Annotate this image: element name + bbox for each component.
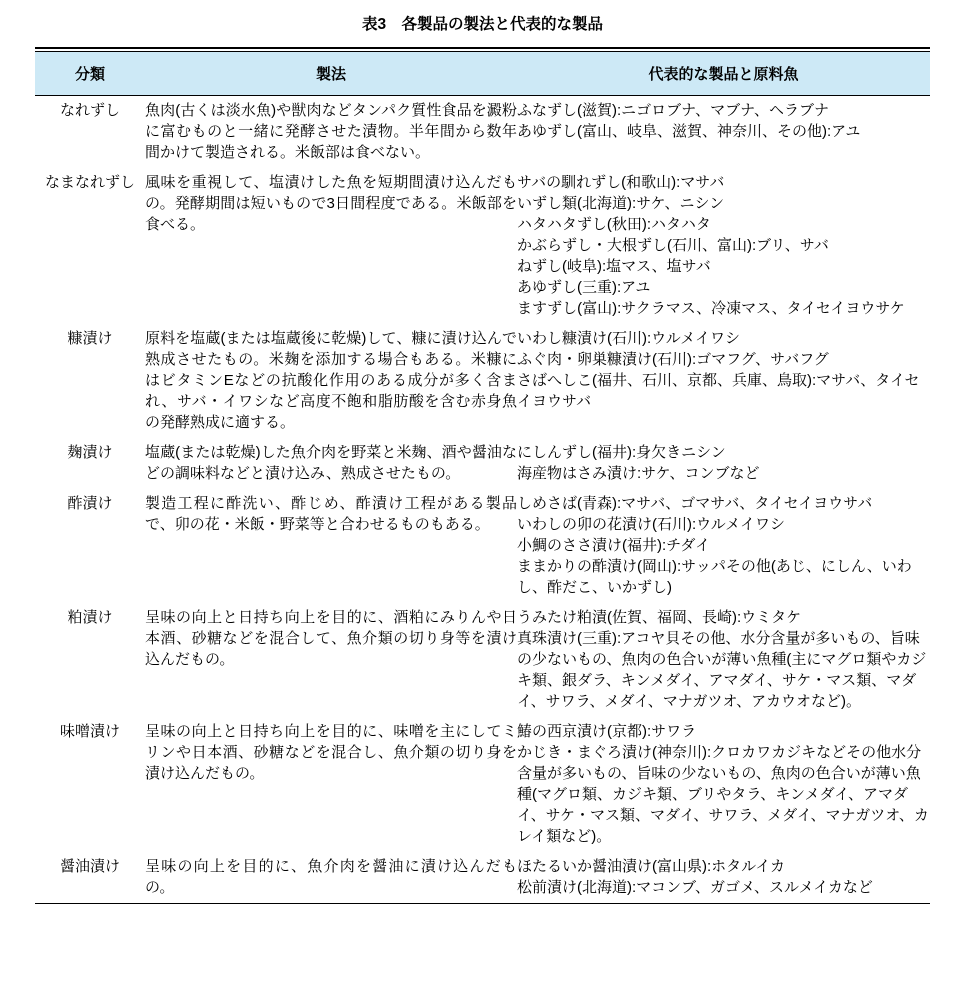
cell-products — [517, 168, 930, 324]
column-header-category: 分類 — [35, 52, 145, 96]
cell-method: 呈味の向上を目的に、魚介肉を醤油に漬け込んだもの。 — [145, 858, 517, 896]
product-line: しめさば(青森):マサバ、ゴマサバ、タイセイヨウサバ — [517, 495, 873, 512]
table-row — [35, 603, 930, 717]
product-line: ふなずし(滋賀):ニゴロブナ、マブナ、ヘラブナ — [517, 102, 830, 119]
product-line: あゆずし(富山、岐阜、滋賀、神奈川、その他):アユ — [517, 123, 861, 140]
product-line: 真珠漬け(三重):アコヤ貝その他、水分含量が多いもの、旨味の少ないもの、魚肉の色合いが薄い魚種(主にマグロ類やカジキ類、銀ダラ、キンメダイ、アマダイ、サケ・マス類、マダイ、サワラ、メダイ、マナガツオ、アカウオなど)。 — [517, 630, 927, 710]
table-title: 表3 各製品の製法と代表的な製品 — [361, 16, 604, 33]
cell-category: 醤油漬け — [59, 858, 120, 875]
product-line: さばへしこ(福井、石川、京都、兵庫、鳥取):マサバ、タイセイヨウサバ — [517, 372, 920, 410]
product-line: いわし糠漬け(石川):ウルメイワシ — [517, 330, 740, 347]
cell-method: 風味を重視して、塩漬けした魚を短期間漬け込んだもの。発酵期間は短いもので3日間程度である。米飯部を食べる。 — [145, 174, 517, 233]
product-line: ふぐ肉・卵巣糠漬け(石川):ゴマフグ、サバフグ — [517, 351, 829, 368]
cell-category: なまなれずし — [44, 174, 135, 191]
cell-method: 製造工程に酢洗い、酢じめ、酢漬け工程がある製品で、卯の花・米飯・野菜等と合わせるものもある。 — [145, 495, 517, 533]
cell-category: 糠漬け — [67, 330, 113, 347]
product-line: あゆずし(三重):アユ — [517, 279, 651, 296]
header-row — [35, 52, 930, 96]
product-line: 小鯛のささ漬け(福井):チダイ — [517, 537, 711, 554]
table-row — [35, 852, 930, 904]
cell-products — [517, 324, 930, 438]
product-line: ほたるいか醤油漬け(富山県):ホタルイカ — [517, 858, 785, 875]
product-line: かぶらずし・大根ずし(石川、富山):ブリ、サバ — [517, 237, 829, 254]
cell-category: なれずし — [59, 102, 120, 119]
cell-method: 原料を塩蔵(または塩蔵後に乾燥)して、糠に漬け込んで熟成させたもの。米麹を添加する場合もある。米糠にはビタミンEなどの抗酸化作用のある成分が多く含まれ、サバ・イワシなど高度不飽和脂肪酸を含む赤身魚の発酵熟成に適する。 — [145, 330, 517, 431]
cell-category: 粕漬け — [67, 609, 113, 626]
table-row — [35, 324, 930, 438]
product-line: 松前漬け(北海道):マコンブ、ガゴメ、スルメイカなど — [517, 879, 873, 896]
cell-products — [517, 489, 930, 603]
cell-products — [517, 717, 930, 852]
product-line: にしんずし(福井):身欠きニシン — [517, 444, 726, 461]
cell-products — [517, 438, 930, 489]
table-body — [35, 96, 930, 904]
table-row — [35, 717, 930, 852]
table-row — [35, 438, 930, 489]
product-line: ままかりの酢漬け(岡山):サッパその他(あじ、にしん、いわし、酢だこ、いかずし) — [517, 558, 912, 596]
product-line: 海産物はさみ漬け:サケ、コンブなど — [517, 465, 760, 482]
product-line: いわしの卯の花漬け(石川):ウルメイワシ — [517, 516, 785, 533]
cell-category: 麹漬け — [67, 444, 113, 461]
table-row — [35, 489, 930, 603]
products-table — [35, 52, 930, 904]
table-row — [35, 96, 930, 169]
cell-method: 魚肉(古くは淡水魚)や獣肉などタンパク質性食品を澱粉に富むものと一緒に発酵させた漬物。半年間から数年間かけて製造される。米飯部は食べない。 — [145, 102, 517, 161]
product-line: かじき・まぐろ漬け(神奈川):クロカワカジキなどその他水分含量が多いもの、旨味の少ないもの、魚肉の色合いが薄い魚種(マグロ類、カジキ類、ブリやタラ、キンメダイ、アマダイ、サケ・マス類、マダイ、サワラ、メダイ、マナガツオ、カレイ類など)。 — [517, 744, 929, 845]
product-line: いずし類(北海道):サケ、ニシン — [517, 195, 725, 212]
product-line: 鰆の西京漬け(京都):サワラ — [517, 723, 697, 740]
column-header-products: 代表的な製品と原料魚 — [517, 52, 930, 96]
cell-method: 呈味の向上と日持ち向上を目的に、味噌を主にしてミリンや日本酒、砂糖などを混合し、魚介類の切り身を漬け込んだもの。 — [145, 723, 517, 782]
product-line: ねずし(岐阜):塩マス、塩サバ — [517, 258, 711, 275]
cell-products — [517, 96, 930, 169]
table-row — [35, 168, 930, 324]
cell-products — [517, 852, 930, 904]
product-line: ハタハタずし(秋田):ハタハタ — [517, 216, 711, 233]
cell-products — [517, 603, 930, 717]
column-header-method: 製法 — [145, 52, 517, 96]
cell-category: 酢漬け — [67, 495, 113, 512]
product-line: うみたけ粕漬(佐賀、福岡、長崎):ウミタケ — [517, 609, 802, 626]
cell-category: 味噌漬け — [59, 723, 120, 740]
product-line: ますずし(富山):サクラマス、冷凍マス、タイセイヨウサケ — [517, 300, 905, 317]
cell-method: 塩蔵(または乾燥)した魚介肉を野菜と米麹、酒や醤油などの調味料などと漬け込み、熟成させたもの。 — [145, 444, 517, 482]
cell-method: 呈味の向上と日持ち向上を目的に、酒粕にみりんや日本酒、砂糖などを混合して、魚介類の切り身等を漬け込んだもの。 — [145, 609, 517, 668]
product-line: サバの馴れずし(和歌山):マサバ — [517, 174, 725, 191]
